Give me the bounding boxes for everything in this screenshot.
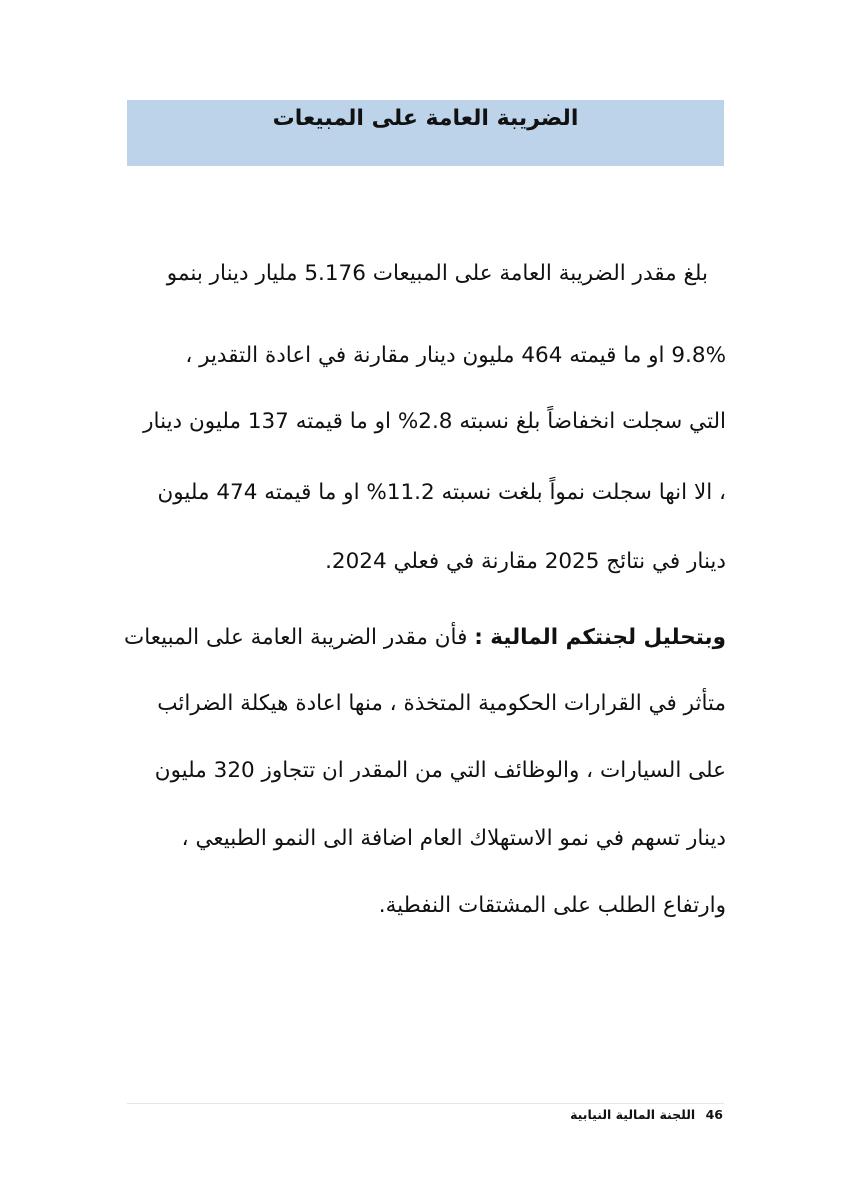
paragraph-1-line-5: دينار في نتائج 2025 مقارنة في فعلي 2024. (325, 549, 726, 574)
paragraph-1-line-4: ، الا انها سجلت نمواً بلغت نسبته 11.2% او ما قيمته 474 مليون (157, 480, 726, 505)
footer-divider (127, 1103, 724, 1104)
paragraph-2-line-1-rest: فأن مقدر الضريبة العامة على المبيعات (124, 625, 475, 650)
section-title-banner (127, 100, 724, 166)
paragraph-2-line-1 (124, 621, 726, 655)
paragraph-2-line-4: دينار تسهم في نمو الاستهلاك العام اضافة الى النمو الطبيعي ، (181, 826, 726, 851)
paragraph-1-line-2: 9.8% او ما قيمته 464 مليون دينار مقارنة في اعادة التقدير ، (185, 343, 726, 368)
section-title: الضريبة العامة على المبيعات (272, 106, 579, 131)
paragraph-1-line-3: التي سجلت انخفاضاً بلغ نسبته 2.8% او ما قيمته 137 مليون دينار (143, 409, 726, 434)
paragraph-2-line-2: متأثر في القرارات الحكومية المتخذة ، منها اعادة هيكلة الضرائب (157, 691, 726, 716)
paragraph-2-lead: وبتحليل لجنتكم المالية : (474, 625, 726, 650)
paragraph-2-line-3: على السيارات ، والوظائف التي من المقدر ان تتجاوز 320 مليون (154, 758, 726, 783)
paragraph-2-line-5: وارتفاع الطلب على المشتقات النفطية. (378, 893, 726, 918)
page-footer (570, 1106, 723, 1124)
page-number: 46 (705, 1107, 723, 1122)
paragraph-1-line-1: بلغ مقدر الضريبة العامة على المبيعات 5.176 مليار دينار بنمو (166, 261, 708, 286)
footer-label: اللجنة المالية النيابية (570, 1107, 696, 1122)
